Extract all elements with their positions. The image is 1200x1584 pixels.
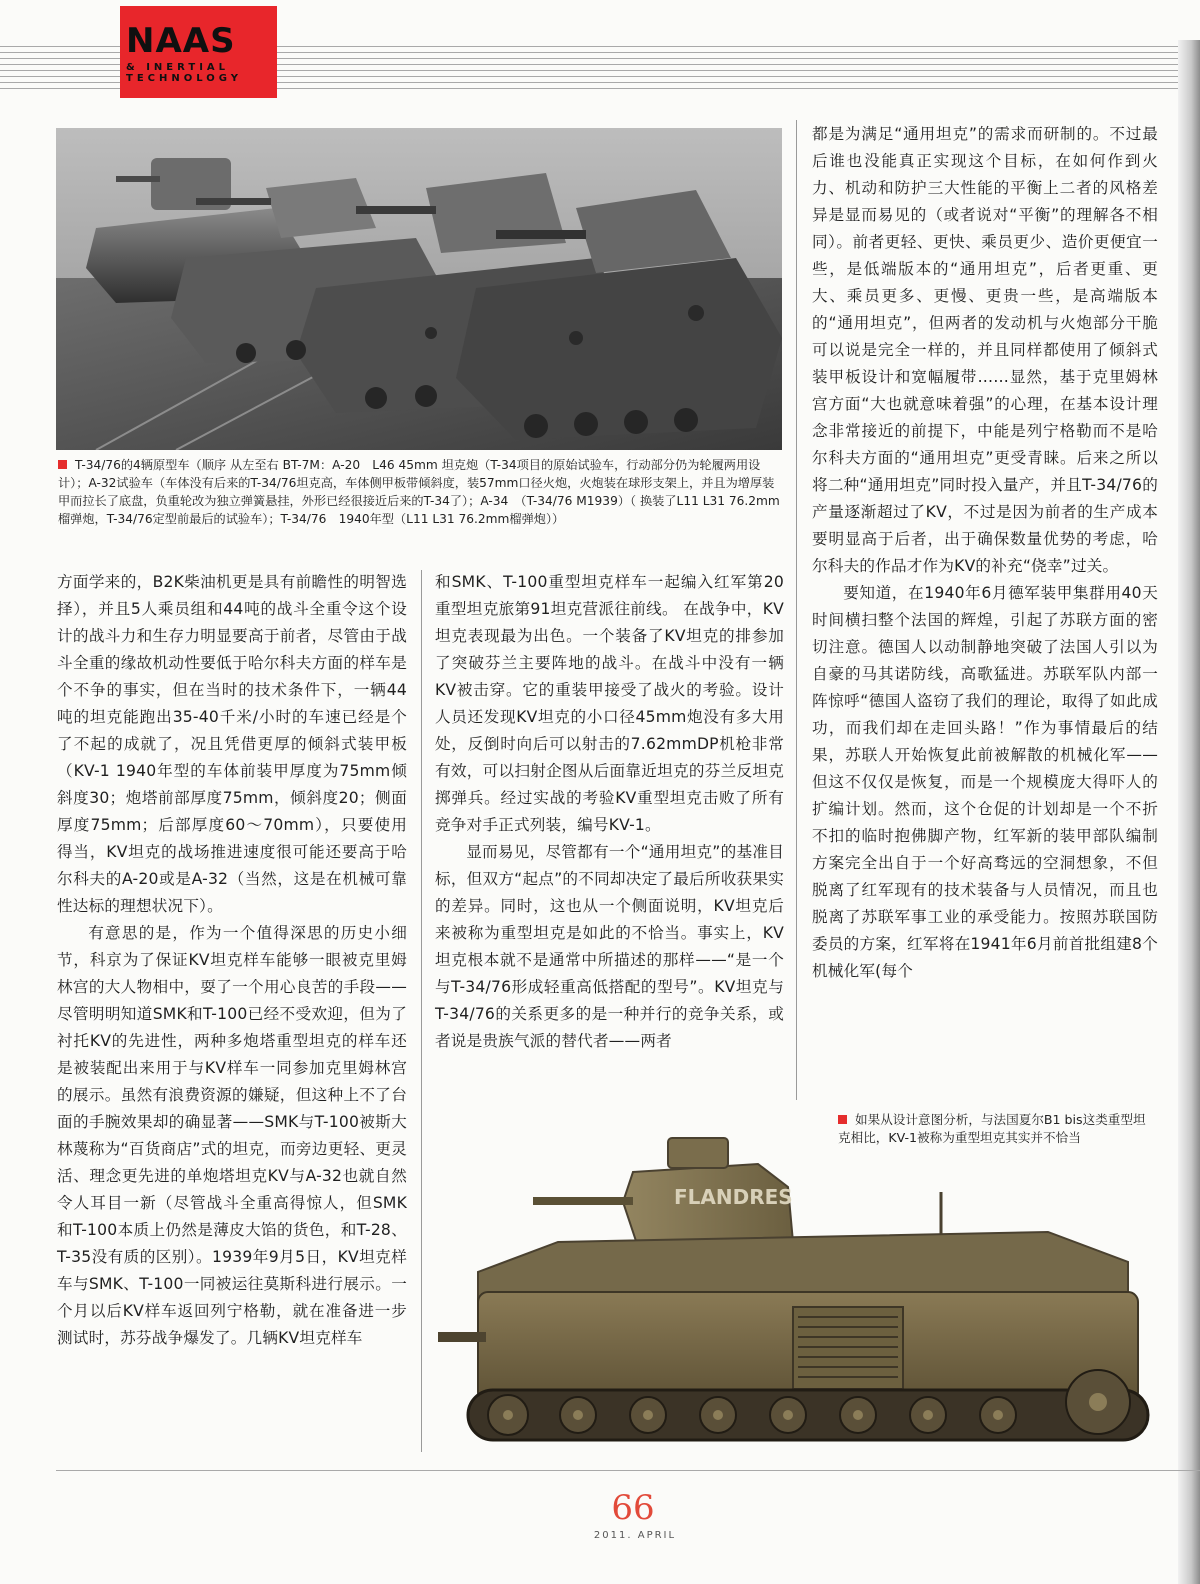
logo-subtitle	[126, 62, 242, 84]
column-divider	[796, 120, 797, 1100]
caption-marker	[838, 1115, 847, 1124]
article-column-left	[57, 569, 407, 1352]
caption-marker	[58, 460, 67, 469]
top-photo-caption	[58, 456, 782, 528]
bottom-caption-text: 如果从设计意图分析，与法国夏尔B1 bis这类重型坦克相比，KV-1被称为重型坦克其实并不恰当	[838, 1112, 1146, 1145]
page-number: 66	[611, 1488, 655, 1528]
article-column-right	[812, 121, 1158, 985]
top-caption-text: T-34/76的4辆原型车（顺序 从左至右 BT-7M：A-20 L46 45mm 坦克炮（T-34项目的原始试验车，行动部分仍为轮履两用设计）；A-32试验车（车体没有后来的T-34/76坦克高，车体侧甲板带倾斜度，装57mm口径火炮，火炮装在球形支架上，并且为增厚装甲而拉长了底盘，负重轮改为独立弹簧悬挂，外形已经很接近后来的T-34了）；A-34 （T-34/76 M1939）（ 换装了L11 L31 76.2mm榴弹炮，T-34/76定型前最后的试验车）；T-34/76 1940年型（L11 L31 76.2mm榴弹炮））	[58, 458, 780, 526]
paragraph: 方面学来的，B2K柴油机更是具有前瞻性的明智选择），并且5人乘员组和44吨的战斗全重令这个设计的战斗力和生存力明显要高于前者，尽管由于战斗全重的缘故机动性要低于哈尔科夫方面的样车是个不争的事实，但在当时的技术条件下，一辆44吨的坦克能跑出35-40千米/小时的车速已经是个了不起的成就了，况且凭借更厚的倾斜式装甲板（KV-1 1940年型的车体前装甲厚度为75mm倾斜度30；炮塔前部厚度75mm，倾斜度20；侧面厚度75mm；后部厚度60～70mm），只要使用得当，KV坦克的战场推进速度很可能还要高于哈尔科夫的A-20或是A-32（当然，这是在机械可靠性达标的理想状况下）。	[57, 573, 407, 915]
turret-marking: FLANDRES	[674, 1185, 793, 1209]
logo-line-1: & INERTIAL	[126, 62, 230, 73]
paragraph: 有意思的是，作为一个值得深思的历史小细节，科京为了保证KV坦克样车能够一眼被克里姆林宫的大人物相中，耍了一个用心良苦的手段——尽管明明知道SMK和T-100已经不受欢迎，但为了衬托KV的先进性，两种多炮塔重型坦克的样车还是被装配出来用于与KV样车一同参加克里姆林宫的展示。虽然有浪费资源的嫌疑，但这种上不了台面的手腕效果却的确显著——SMK与T-100被斯大林蔑称为“百货商店”式的坦克，而旁边更轻、更灵活、理念更先进的单炮塔坦克KV与A-32也就自然令人耳目一新（尽管战斗全重高得惊人，但SMK和T-100本质上仍然是薄皮大馅的货色，和T-28、T-35没有质的区别）。1939年9月5日，KV坦克样车与SMK、T-100一同被运往莫斯科进行展示。一个月以后KV样车返回列宁格勒，就在准备进一步测试时，苏芬战争爆发了。几辆KV坦克样车	[57, 924, 407, 1347]
paragraph: 要知道，在1940年6月德军装甲集群用40天时间横扫整个法国的辉煌，引起了苏联方面的密切注意。德国人以动制静地突破了法国人引以为自豪的马其诺防线，高歌猛进。苏联军队内部一阵惊呼“德国人盗窃了我们的理论，取得了如此成功，而我们却在走回头路！”作为事情最后的结果，苏联人开始恢复此前被解散的机械化军——但这不仅仅是恢复，而是一个规模庞大得吓人的扩编计划。然而，这个仓促的计划却是一个不折不扣的临时抱佛脚产物，红军新的装甲部队编制方案完全出自于一个好高骛远的空洞想象，不但脱离了红军现有的技术装备与人员情况，而且也脱离了苏联军事工业的承受能力。按照苏联国防委员的方案，红军将在1941年6月前首批组建8个机械化军(每个	[812, 584, 1158, 980]
logo-line-2: TECHNOLOGY	[126, 73, 242, 84]
logo-title: NAAS	[126, 21, 236, 61]
magazine-logo	[120, 6, 277, 98]
paragraph: 显而易见，尽管都有一个“通用坦克”的基准目标，但双方“起点”的不同却决定了最后所收获果实的差异。同时，这也从一个侧面说明，KV坦克后来被称为重型坦克是如此的不恰当。事实上，KV坦克根本就不是通常中所描述的那样——“是一个与T-34/76形成轻重高低搭配的型号”。KV坦克与T-34/76的关系更多的是一种并行的竞争关系，或者说是贵族气派的替代者——两者	[435, 843, 784, 1050]
prototype-tanks-photo	[56, 128, 782, 450]
column-divider	[421, 570, 422, 1452]
issue-date: 2011. APRIL	[593, 1530, 677, 1541]
page-edge-shadow	[1178, 40, 1200, 1584]
footer-rule	[56, 1470, 1200, 1471]
paragraph: 和SMK、T-100重型坦克样车一起编入红军第20重型坦克旅第91坦克营派往前线。 在战争中，KV坦克表现最为出色。一个装备了KV坦克的排参加了突破芬兰主要阵地的战斗。在战斗中没有一辆KV被击穿。它的重装甲接受了战火的考验。设计人员还发现KV坦克的小口径45mm炮没有多大用处，反倒时向后可以射击的7.62mmDP机枪非常有效，可以扫射企图从后面靠近坦克的芬兰反坦克掷弹兵。经过实战的考验KV重型坦克击败了所有竞争对手正式列装，编号KV-1。	[435, 573, 784, 834]
paragraph: 都是为满足“通用坦克”的需求而研制的。不过最后谁也没能真正实现这个目标，在如何作到火力、机动和防护三大性能的平衡上二者的风格差异是显而易见的（或者说对“平衡”的理解各不相同）。前者更轻、更快、乘员更少、造价更便宜一些，是低端版本的“通用坦克”，后者更重、更大、乘员更多、更慢、更贵一些，是高端版本的“通用坦克”，但两者的发动机与火炮部分干脆可以说是完全一样的，并且同样都使用了倾斜式装甲板设计和宽幅履带……显然，基于克里姆林宫方面“大也就意味着强”的心理，在基本设计理念非常接近的前提下，中能是列宁格勒而不是哈尔科夫方面的“通用坦克”更受青睐。后来之所以将二种“通用坦克”同时投入量产，并且T-34/76的产量逐渐超过了KV，不过是因为前者的生产成本要明显高于后者，出于确保数量优势的考虑，哈尔科夫的作品才作为KV的补充“侥幸”过关。	[812, 125, 1158, 575]
char-b1-illustration	[438, 1132, 1156, 1450]
article-column-middle	[435, 569, 784, 1055]
